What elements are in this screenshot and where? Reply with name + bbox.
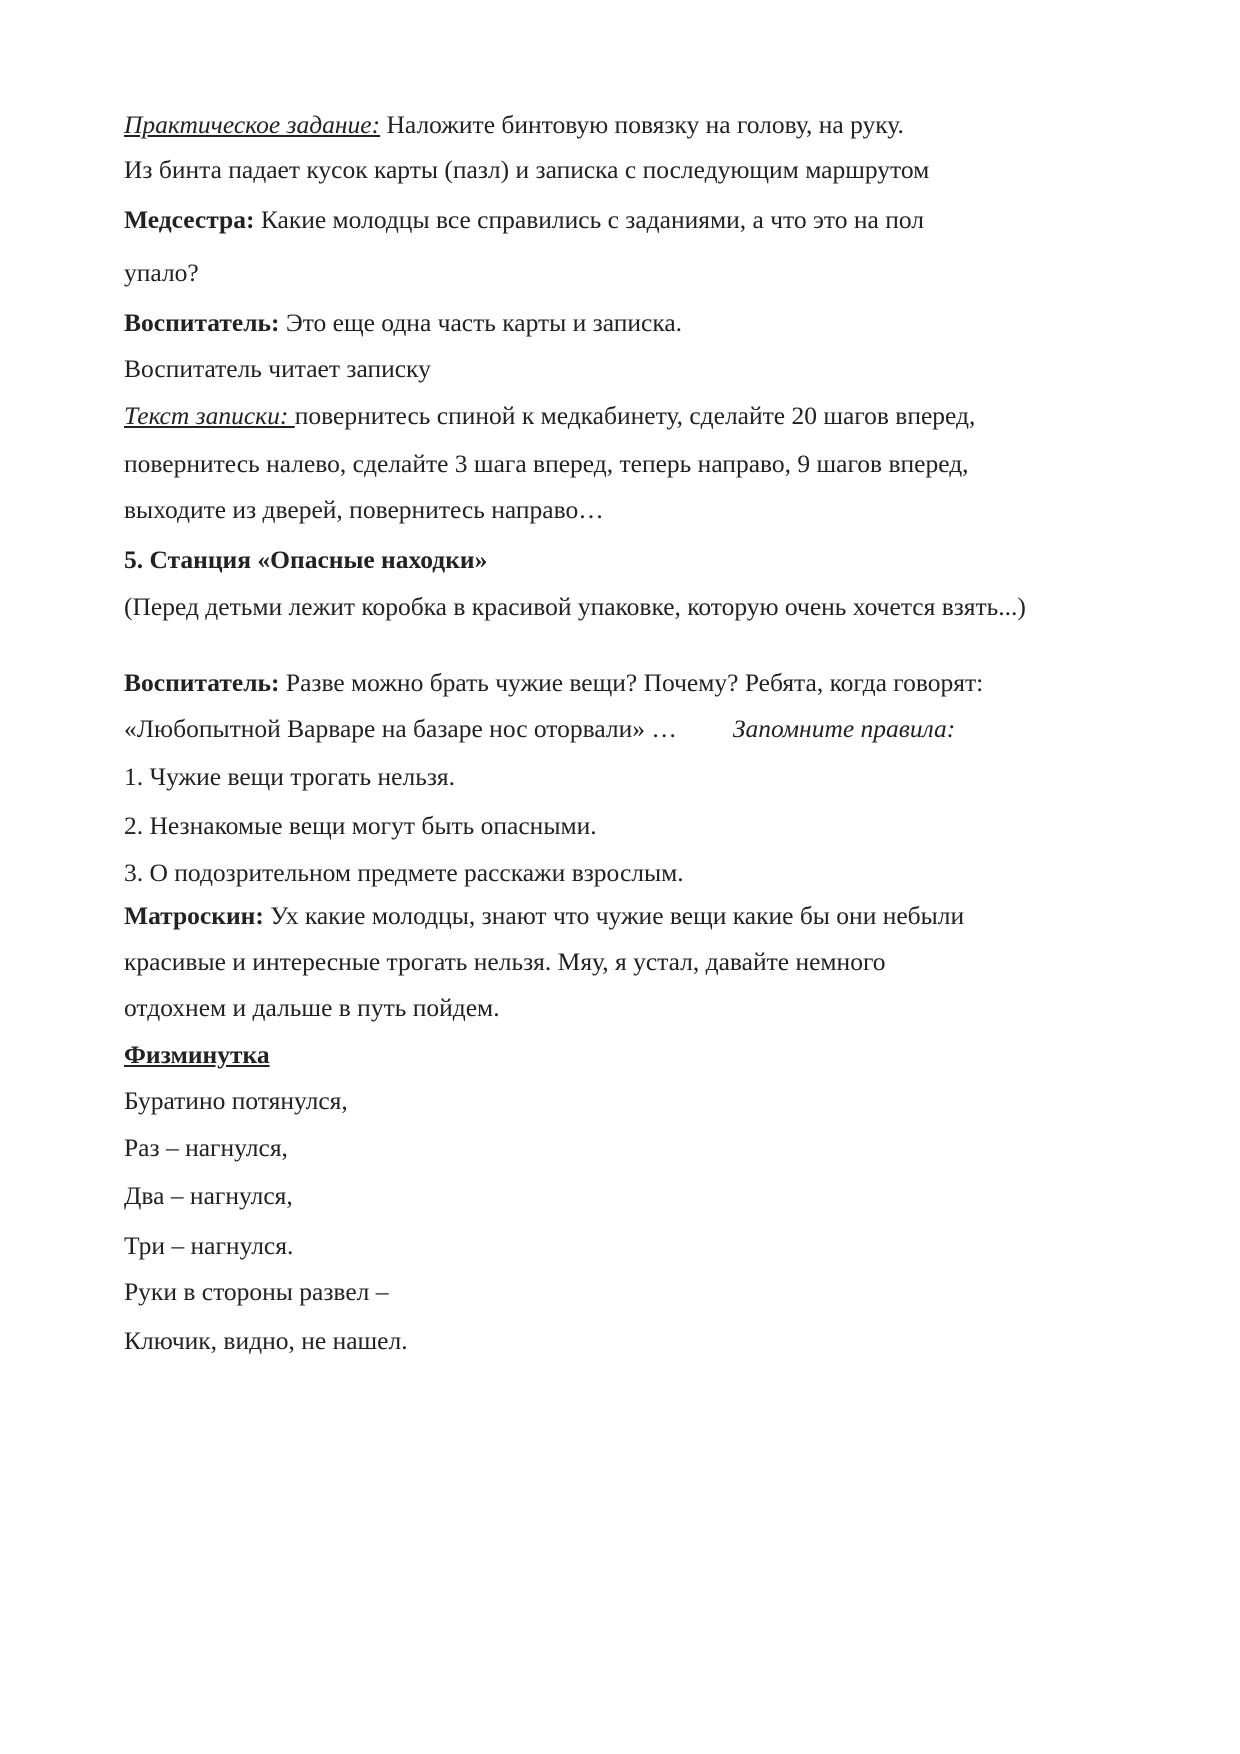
verse-line: Три – нагнулся.: [124, 1231, 294, 1260]
rule-2: 2. Незнакомые вещи могут быть опасными.: [124, 811, 597, 840]
nurse-speaker: Медсестра:: [124, 205, 255, 234]
rule-3: 3. О подозрительном предмете расскажи взрослым.: [124, 858, 684, 887]
note-text-line-2: повернитесь налево, сделайте 3 шага вперед, теперь направо, 9 шагов вперед,: [124, 449, 969, 478]
matroskin-line-1: [124, 901, 1134, 931]
note-text-1: повернитесь спиной к медкабинету, сделайте 20 шагов вперед,: [294, 401, 976, 430]
practical-task-label: Практическое задание:: [124, 110, 381, 139]
matroskin-text-1: Ух какие молодцы, знают что чужие вещи какие бы они небыли: [263, 901, 965, 930]
verse-line: Буратино потянулся,: [124, 1086, 348, 1115]
verse-line: Раз – нагнулся,: [124, 1133, 288, 1162]
teacher-line-2: [124, 668, 1134, 698]
proverb-text: «Любопытной Варваре на базаре нос оторвали» …: [124, 714, 677, 743]
nurse-text-1: Какие молодцы все справились с заданиями, а что это на пол: [254, 205, 924, 234]
matroskin-line-2: красивые и интересные трогать нельзя. Мяу, я устал, давайте немного: [124, 947, 886, 976]
fizminutka-title: Физминутка: [124, 1040, 270, 1069]
station-5-heading: 5. Станция «Опасные находки»: [124, 545, 488, 574]
teacher-speaker-1: Воспитатель:: [124, 308, 280, 337]
verse-line: Ключик, видно, не нашел.: [124, 1326, 408, 1355]
teacher-reads-note: Воспитатель читает записку: [124, 354, 431, 383]
rules-label: Запомните правила:: [732, 714, 956, 743]
teacher-line-1: [124, 308, 1134, 338]
bandage-note: Из бинта падает кусок карты (пазл) и записка с последующим маршрутом: [124, 155, 930, 184]
matroskin-line-3: отдохнем и дальше в путь пойдем.: [124, 993, 500, 1022]
note-text-label: Текст записки:: [124, 401, 295, 430]
matroskin-speaker: Матроскин:: [124, 901, 264, 930]
rule-1: 1. Чужие вещи трогать нельзя.: [124, 762, 456, 791]
nurse-line-1: [124, 205, 1134, 235]
verse-line: Два – нагнулся,: [124, 1181, 293, 1210]
box-description: (Перед детьми лежит коробка в красивой упаковке, которую очень хочется взять...): [124, 592, 1026, 621]
note-text-line-1: [124, 401, 1134, 431]
teacher-text-2: Разве можно брать чужие вещи? Почему? Ребята, когда говорят:: [279, 668, 984, 697]
teacher-speaker-2: Воспитатель:: [124, 668, 280, 697]
practical-task-paragraph: [124, 110, 1134, 140]
practical-task-text: Наложите бинтовую повязку на голову, на руку.: [380, 110, 904, 139]
note-text-line-3: выходите из дверей, повернитесь направо…: [124, 495, 604, 524]
nurse-line-2: упало?: [124, 258, 199, 287]
teacher-line-3: [124, 714, 1134, 744]
verse-line: Руки в стороны развел –: [124, 1277, 389, 1306]
teacher-text-1: Это еще одна часть карты и записка.: [279, 308, 683, 337]
